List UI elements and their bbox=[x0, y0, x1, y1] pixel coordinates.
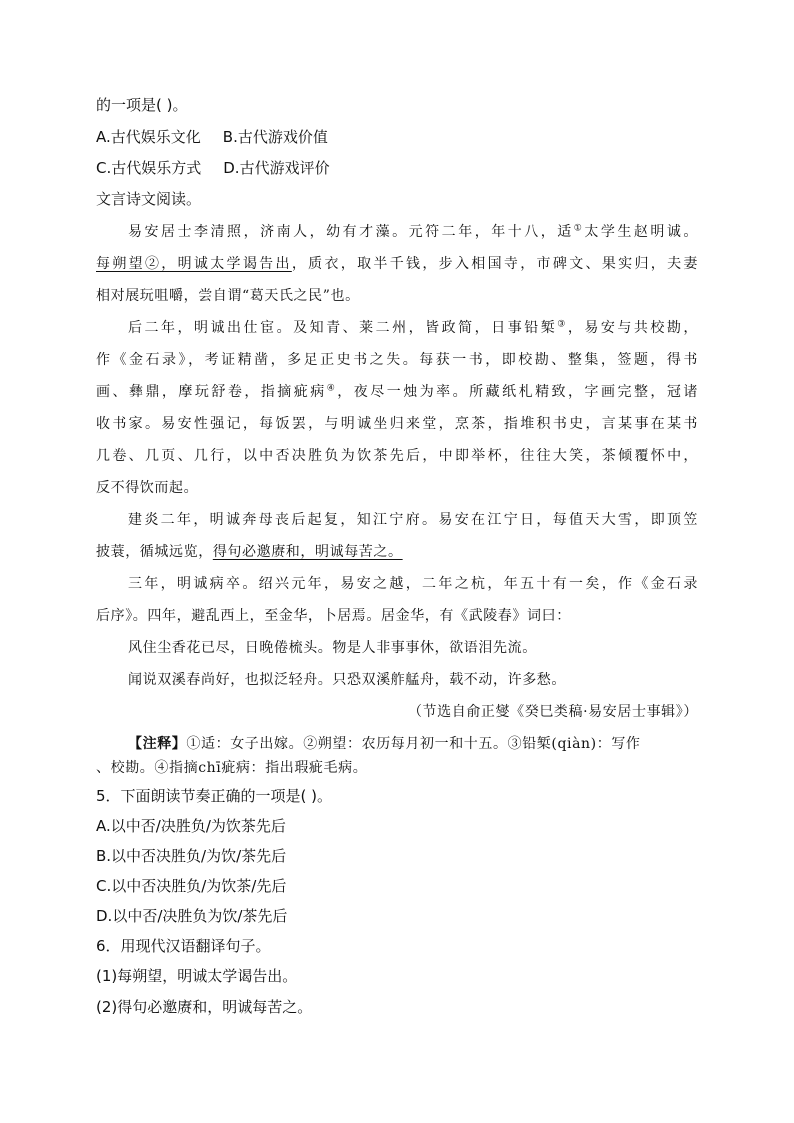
q5-option-c: C.以中否决胜负/为饮茶/先后 bbox=[96, 877, 287, 895]
passage-p3-line1: 建炎二年，明诚奔母丧后起复，知江宁府。易安在江宁日，每值天大雪，即顶笠 bbox=[128, 512, 698, 528]
q4-option-d: D.古代游戏评价 bbox=[223, 159, 330, 177]
passage-p2-line5: 几卷、几页、几行，以中否决胜负为饮茶先后，中即举杯，往往大笑，茶倾覆怀中， bbox=[96, 448, 698, 464]
q5-stem: 5．下面朗读节奏正确的一项是( )。 bbox=[96, 787, 333, 805]
passage-p2-line1 bbox=[128, 317, 698, 339]
footnote-marker: ④ bbox=[326, 383, 338, 394]
passage-text: ，夜尽一烛为率。所藏纸札精致，字画完整，冠诸 bbox=[337, 384, 698, 400]
q6-item1: (1)每朔望，明诚太学谒告出。 bbox=[96, 967, 298, 985]
q4-option-c: C.古代娱乐方式 bbox=[96, 159, 202, 177]
poem-line2: 闻说双溪春尚好，也拟泛轻舟。只恐双溪舴艋舟，载不动，许多愁。 bbox=[128, 672, 566, 688]
passage-text: ，质衣，取半千钱，步入相国寺，市碑文、果实归，夫妻 bbox=[291, 256, 699, 272]
passage-p2-line2: 作《金石录》，考证精凿，多足正史书之失。每获一书，即校勘、整集，签题，得书 bbox=[96, 352, 698, 368]
underlined-sentence-2: 得句必邀赓和，明诚每苦之。 bbox=[212, 544, 403, 560]
passage-p1-line3: 相对展玩咀嚼，尝自谓“葛天氏之民”也。 bbox=[96, 288, 360, 304]
q4-options-row1 bbox=[96, 126, 698, 148]
passage-source: （节选自俞正燮《癸巳类稿·易安居士事辑》） bbox=[407, 704, 698, 720]
footnote-marker: ③ bbox=[557, 319, 568, 330]
passage-p4-line2: 后序》。四年，避乱西上，至金华，卜居焉。居金华，有《武陵春》词曰： bbox=[96, 608, 571, 624]
q5-option-a: A.以中否/决胜负/为饮茶先后 bbox=[96, 817, 286, 835]
passage-p2-line6: 反不得饮而起。 bbox=[96, 480, 199, 496]
notes-text: ①适：女子出嫁。②朔望：农历每月初一和十五。③铅椠(qiàn)：写作 bbox=[186, 736, 641, 752]
passage-p3-line2 bbox=[96, 541, 698, 563]
passage-p1-line1 bbox=[128, 221, 698, 243]
q4-stem-tail: 的一项是( )。 bbox=[96, 96, 188, 114]
q5-option-d: D.以中否/决胜负为饮/茶先后 bbox=[96, 907, 288, 925]
poem-line1: 风住尘香花已尽，日晚倦梳头。物是人非事事休，欲语泪先流。 bbox=[128, 640, 537, 656]
q5-option-b: B.以中否决胜负/为饮/茶先后 bbox=[96, 847, 287, 865]
passage-text: ，易安与共校勘， bbox=[567, 320, 698, 336]
passage-text: 后二年，明诚出仕宦。及知青、莱二州，皆政简，日事铅椠 bbox=[128, 320, 558, 336]
q6-stem: 6．用现代汉语翻译句子。 bbox=[96, 937, 271, 955]
q6-item2: (2)得句必邀赓和，明诚每苦之。 bbox=[96, 998, 313, 1016]
passage-text: 太学生赵明诚。 bbox=[584, 224, 699, 240]
notes-line2: 、校勘。④指摘chī疵病：指出瑕疵毛病。 bbox=[96, 760, 368, 776]
passage-text: 易安居士李清照，济南人，幼有才藻。元符二年，年十八，适 bbox=[128, 224, 574, 240]
notes-line1 bbox=[128, 733, 698, 755]
passage-text: 画、彝鼎，摩玩舒卷，指摘疵病 bbox=[96, 384, 327, 400]
passage-p4-line1: 三年，明诚病卒。绍兴元年，易安之越，二年之杭，年五十有一矣，作《金石录 bbox=[128, 576, 698, 592]
passage-p2-line4: 收书家。易安性强记，每饭罢，与明诚坐归来堂，烹茶，指堆积书史，言某事在某书 bbox=[96, 416, 698, 432]
underlined-sentence-1: 每朔望②，明诚太学谒告出 bbox=[96, 256, 292, 272]
passage-p2-line3 bbox=[96, 381, 698, 403]
q4-option-b: B.古代游戏价值 bbox=[222, 128, 328, 146]
passage-text: 披蓑，循城远览， bbox=[96, 544, 213, 560]
q4-options-row2 bbox=[96, 157, 698, 179]
section-title: 文言诗文阅读。 bbox=[96, 190, 202, 208]
q4-option-a: A.古代娱乐文化 bbox=[96, 128, 201, 146]
passage-p1-line2 bbox=[96, 253, 698, 275]
notes-label: 【注释】 bbox=[128, 736, 187, 752]
footnote-marker: ① bbox=[573, 223, 585, 234]
